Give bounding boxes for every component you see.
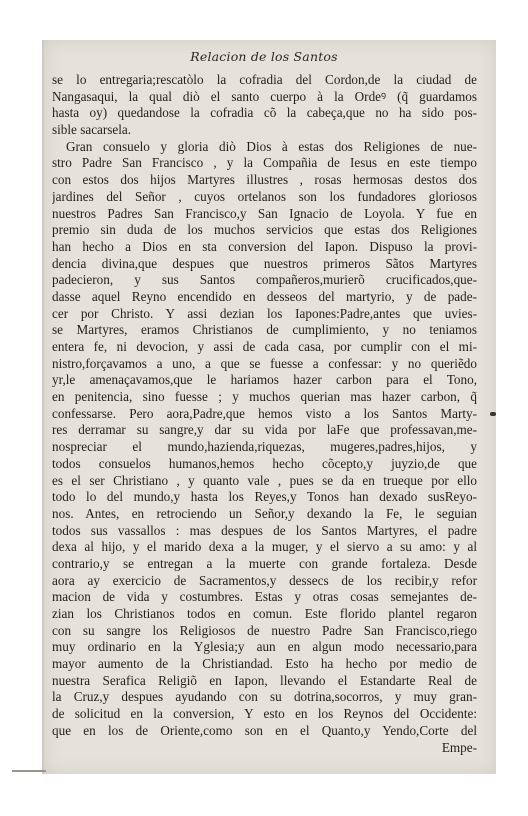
catchword: Empe- xyxy=(441,739,477,755)
text-line: dencia divina,que despues que nuestros primeros Sãtos Martyres xyxy=(52,255,477,271)
text-line: con su sangre los Religiosos de nuestro Padre San Francisco,riego xyxy=(52,622,477,638)
text-line: que en los de Oriente,como son en el Quanto,y Yendo,Corte del xyxy=(52,722,477,738)
text-line: se lo entregaria;rescatòlo la cofradia del Cordon,de la ciudad de xyxy=(52,72,477,87)
text-line: padecieron, y sus Santos compañeros,murierõ crucificados,que- xyxy=(52,272,477,288)
text-line: yr,le amenaçavamos,que le hariamos hazer carbon para el Tono, xyxy=(52,372,477,388)
text-line: stro Padre San Francisco , y la Compañia de Iesus en este tiempo xyxy=(52,155,477,171)
text-line: la Cruz,y despues ayudando con su dotrina,socorros, y muy gran- xyxy=(52,689,477,705)
text-line: todos consuelos humanos,hemos hecho cõcepto,y juyzio,de que xyxy=(52,455,477,471)
text-line: todos sus vassallos : mas despues de los Santos Martyres, el padre xyxy=(52,522,477,538)
margin-ink-mark xyxy=(490,412,496,416)
text-line: sible sacarsela. xyxy=(52,122,132,138)
body-text xyxy=(52,72,477,756)
scan-edge-mark xyxy=(12,770,46,772)
text-line: nos. Antes, en retrociendo un Señor,y dexando la Fe, le seguian xyxy=(52,505,477,521)
text-line: todo lo del mundo,y hasta los Reyes,y Tonos han dexado susReyo- xyxy=(52,489,477,505)
text-line: Gran consuelo y gloria diò Dios à estas dos Religiones de nue- xyxy=(66,138,477,154)
text-line: hasta oy) quedandose la cofradia cõ la cabeça,que no ha sido pos- xyxy=(52,105,477,121)
text-line: dasse aquel Reyno encendido en desseos del martyrio, y de pade- xyxy=(52,288,477,304)
text-line: mayor aumento de la Christiandad. Esto ha hecho por medio de xyxy=(52,656,477,672)
text-line: dexa al hijo, y el marido dexa a la muger, y el siervo a su amo: y al xyxy=(52,539,477,555)
text-line: premio sin duda de los muchos servicios que estas dos Religiones xyxy=(52,222,477,238)
text-line: cer por Christo. Y assi dezian los Iapones:Padre,antes que uvies- xyxy=(52,305,477,321)
text-line: Nangasaqui, la qual diò el santo cuerpo à la Ordeꝰ (q̃ guardamos xyxy=(52,88,477,104)
running-head: Relacion de los Santos xyxy=(190,49,338,64)
text-line: zian los Christianos todos en comun. Este florido plantel regaron xyxy=(52,606,477,621)
text-line: jardines del Señor , cuyos ortelanos son los fundadores gloriosos xyxy=(52,188,477,204)
text-line: nospreciar el mundo,hazienda,riquezas, mugeres,padres,hijos, y xyxy=(52,439,477,455)
text-line: contrario,y se entregan a la muerte con grande fortaleza. Desde xyxy=(52,555,477,571)
text-line: se Martyres, eramos Christianos de cumplimiento, y no teniamos xyxy=(52,322,477,338)
text-line: res derramar su sangre,y dar su vida por laFe que professavan,me- xyxy=(52,422,477,438)
text-line: es el ser Christiano , y quanto vale , pues se da en trueque por ello xyxy=(52,472,477,488)
text-line: nuestra Serafica Religiõ en Iapon, llevando el Estandarte Real de xyxy=(52,672,477,688)
text-line: han hecho a Dios en sta conversion del Iapon. Dispuso la provi- xyxy=(52,238,477,254)
text-line: de solicitud en la conversion, Y esto en los Reynos del Occidente: xyxy=(52,706,477,722)
text-line: en penitencia, sino fuesse ; y muchos querian mas hazer carbon, q̃ xyxy=(52,389,477,405)
text-line: macion de vida y costumbres. Estas y otras cosas semejantes de- xyxy=(52,589,477,605)
text-line: con estos dos hijos Martyres illustres , rosas hermosas destos dos xyxy=(52,172,477,188)
text-line: nistro,forçavamos a uno, a que se fuesse a confessar: y no queriẽdo xyxy=(52,355,477,371)
text-line: nuestros Padres San Francisco,y San Ignacio de Loyola. Y fue en xyxy=(52,205,477,221)
text-line: entera fe, ni devocion, y assi de cada casa, por cumplir con el mi- xyxy=(52,339,477,354)
text-line: muy ordinario en la Yglesia;y aun en algun modo necessario,para xyxy=(52,639,477,655)
text-line: confessarse. Pero aora,Padre,que hemos visto a los Santos Marty- xyxy=(52,405,477,421)
text-line: aora ay exercicio de Sacramentos,y dessecs de los recibir,y refor xyxy=(52,572,477,588)
